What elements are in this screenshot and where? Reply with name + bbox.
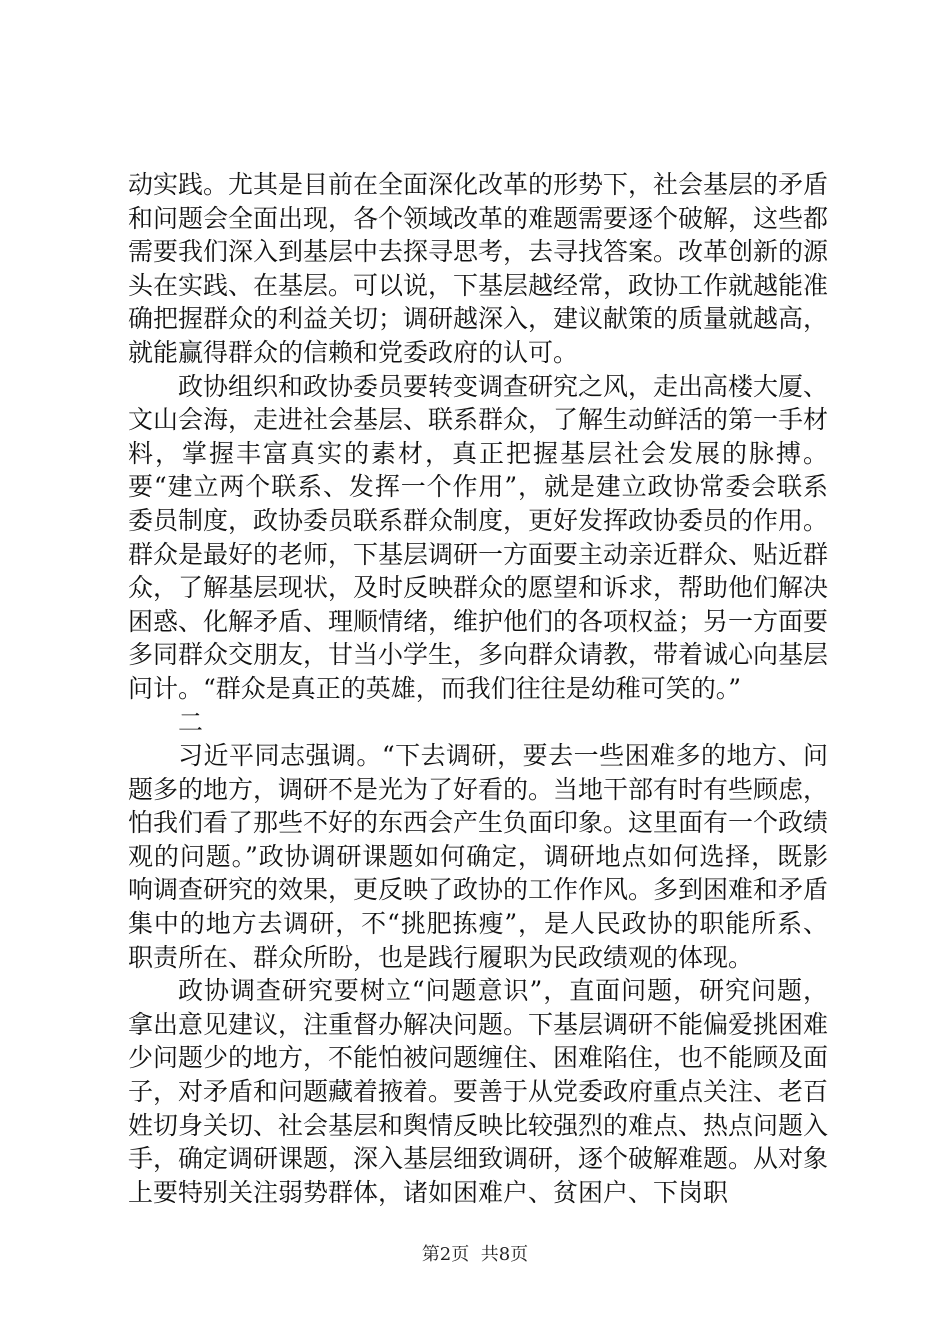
paragraph-3: 习近平同志强调。“下去调研，要去一些困难多的地方、问题多的地方，调研不是光为了好看的。当地干部有时有些顾虑，怕我们看了那些不好的东西会产生负面印象。这里面有一个政绩观的问题。”政协调研课题如何确定，调研地点如何选择，既影响调查研究的效果，更反映了政协的工作作风。多到困难和矛盾集中的地方去调研，不“挑肥拣瘦”，是人民政协的职能所系、职责所在、群众所盼，也是践行履职为民政绩观的体现。 [128, 741, 829, 972]
section-number: 二 [178, 707, 204, 737]
paragraph-2: 政协组织和政协委员要转变调查研究之风，走出高楼大厦、文山会海，走进社会基层、联系群众，了解生动鲜活的第一手材料，掌握丰富真实的素材，真正把握基层社会发展的脉搏。要“建立两个联系、发挥一个作用”，就是建立政协常委会联系委员制度，政协委员联系群众制度，更好发挥政协委员的作用。群众是最好的老师，下基层调研一方面要主动亲近群众、贴近群众，了解基层现状，及时反映群众的愿望和诉求，帮助他们解决困惑、化解矛盾、理顺情绪，维护他们的各项权益；另一方面要多同群众交朋友，甘当小学生，多向群众请教，带着诚心向基层问计。“群众是真正的英雄，而我们往往是幼稚可笑的。” [128, 371, 829, 703]
footer-separator [469, 1244, 480, 1265]
page-number-current: 第2页 [421, 1244, 470, 1265]
page-footer [0, 1240, 950, 1266]
document-body [128, 168, 828, 1209]
paragraph-4: 政协调查研究要树立“问题意识”，直面问题，研究问题，拿出意见建议，注重督办解决问题。下基层调研不能偏爱挑困难少问题少的地方，不能怕被问题缠住、困难陷住，也不能顾及面子，对矛盾和问题藏着掖着。要善于从党委政府重点关注、老百姓切身关切、社会基层和舆情反映比较强烈的难点、热点问题入手，确定调研课题，深入基层细致调研，逐个破解难题。从对象上要特别关注弱势群体，诸如困难户、贫困户、下岗职 [128, 976, 829, 1207]
page-number-total: 共8页 [480, 1244, 529, 1265]
paragraph-1: 动实践。尤其是目前在全面深化改革的形势下，社会基层的矛盾和问题会全面出现，各个领域改革的难题需要逐个破解，这些都需要我们深入到基层中去探寻思考，去寻找答案。改革创新的源头在实践、在基层。可以说，下基层越经常，政协工作就越能准确把握群众的利益关切；调研越深入，建议献策的质量就越高，就能赢得群众的信赖和党委政府的认可。 [128, 170, 829, 367]
